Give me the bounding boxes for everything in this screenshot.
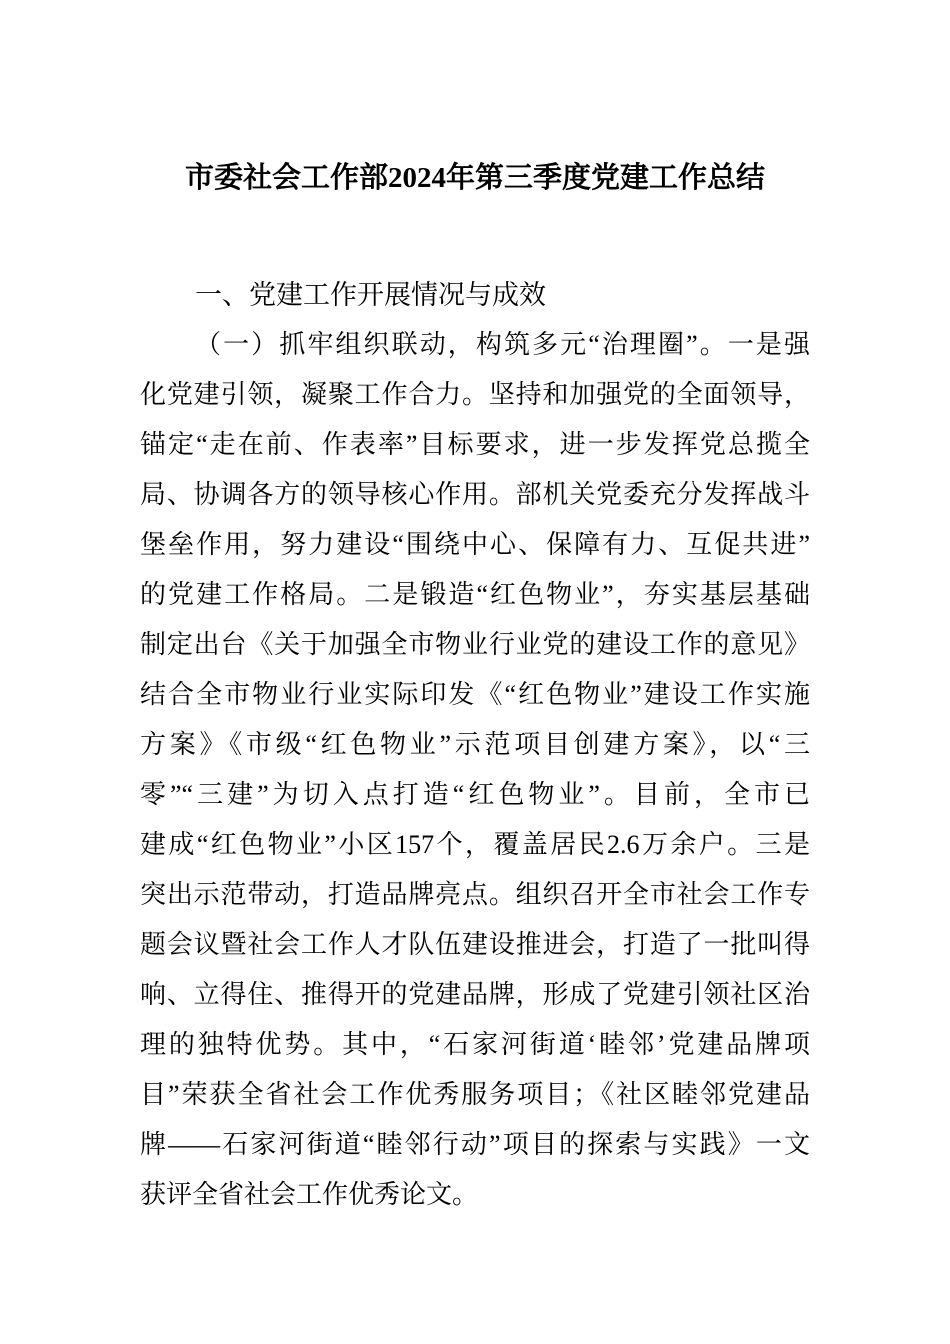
text-line: 制定出台《关于加强全市物业行业党的建设工作的意见》 bbox=[140, 630, 810, 659]
paragraph bbox=[140, 320, 810, 1220]
text-line: 局、协调各方的领导核心作用。部机关党委充分发挥战斗 bbox=[140, 480, 810, 509]
text-line: 牌——石家河街道“睦邻行动”项目的探索与实践》一文 bbox=[140, 1130, 810, 1159]
section-heading: 一、党建工作开展情况与成效 bbox=[195, 280, 546, 310]
text-line: 化党建引领，凝聚工作合力。坚持和加强党的全面领导， bbox=[140, 380, 810, 409]
text-line: 的党建工作格局。二是锻造“红色物业”，夯实基层基础 bbox=[140, 580, 810, 609]
text-line: 理的独特优势。其中，“石家河街道‘睦邻’党建品牌项 bbox=[140, 1030, 810, 1059]
text-line: （一）抓牢组织联动，构筑多元“治理圈”。一是强 bbox=[195, 330, 810, 359]
text-line: 获评全省社会工作优秀论文。 bbox=[140, 1180, 479, 1209]
text-line: 锚定“走在前、作表率”目标要求，进一步发挥党总揽全 bbox=[140, 430, 810, 459]
text-line: 方案》《市级“红色物业”示范项目创建方案》，以“三 bbox=[140, 730, 810, 759]
text-line: 建成“红色物业”小区157个，覆盖居民2.6万余户。三是 bbox=[140, 830, 810, 859]
document-title: 市委社会工作部2024年第三季度党建工作总结 bbox=[184, 162, 765, 194]
text-line: 目”荣获全省社会工作优秀服务项目；《社区睦邻党建品 bbox=[140, 1080, 810, 1109]
text-line: 堡垒作用，努力建设“围绕中心、保障有力、互促共进” bbox=[140, 530, 810, 559]
text-line: 零”“三建”为切入点打造“红色物业”。目前，全市已 bbox=[140, 780, 810, 809]
text-line: 突出示范带动，打造品牌亮点。组织召开全市社会工作专 bbox=[140, 880, 810, 909]
text-line: 响、立得住、推得开的党建品牌，形成了党建引领社区治 bbox=[140, 980, 810, 1009]
text-line: 结合全市物业行业实际印发《“红色物业”建设工作实施 bbox=[140, 680, 810, 709]
text-line: 题会议暨社会工作人才队伍建设推进会，打造了一批叫得 bbox=[140, 930, 810, 959]
